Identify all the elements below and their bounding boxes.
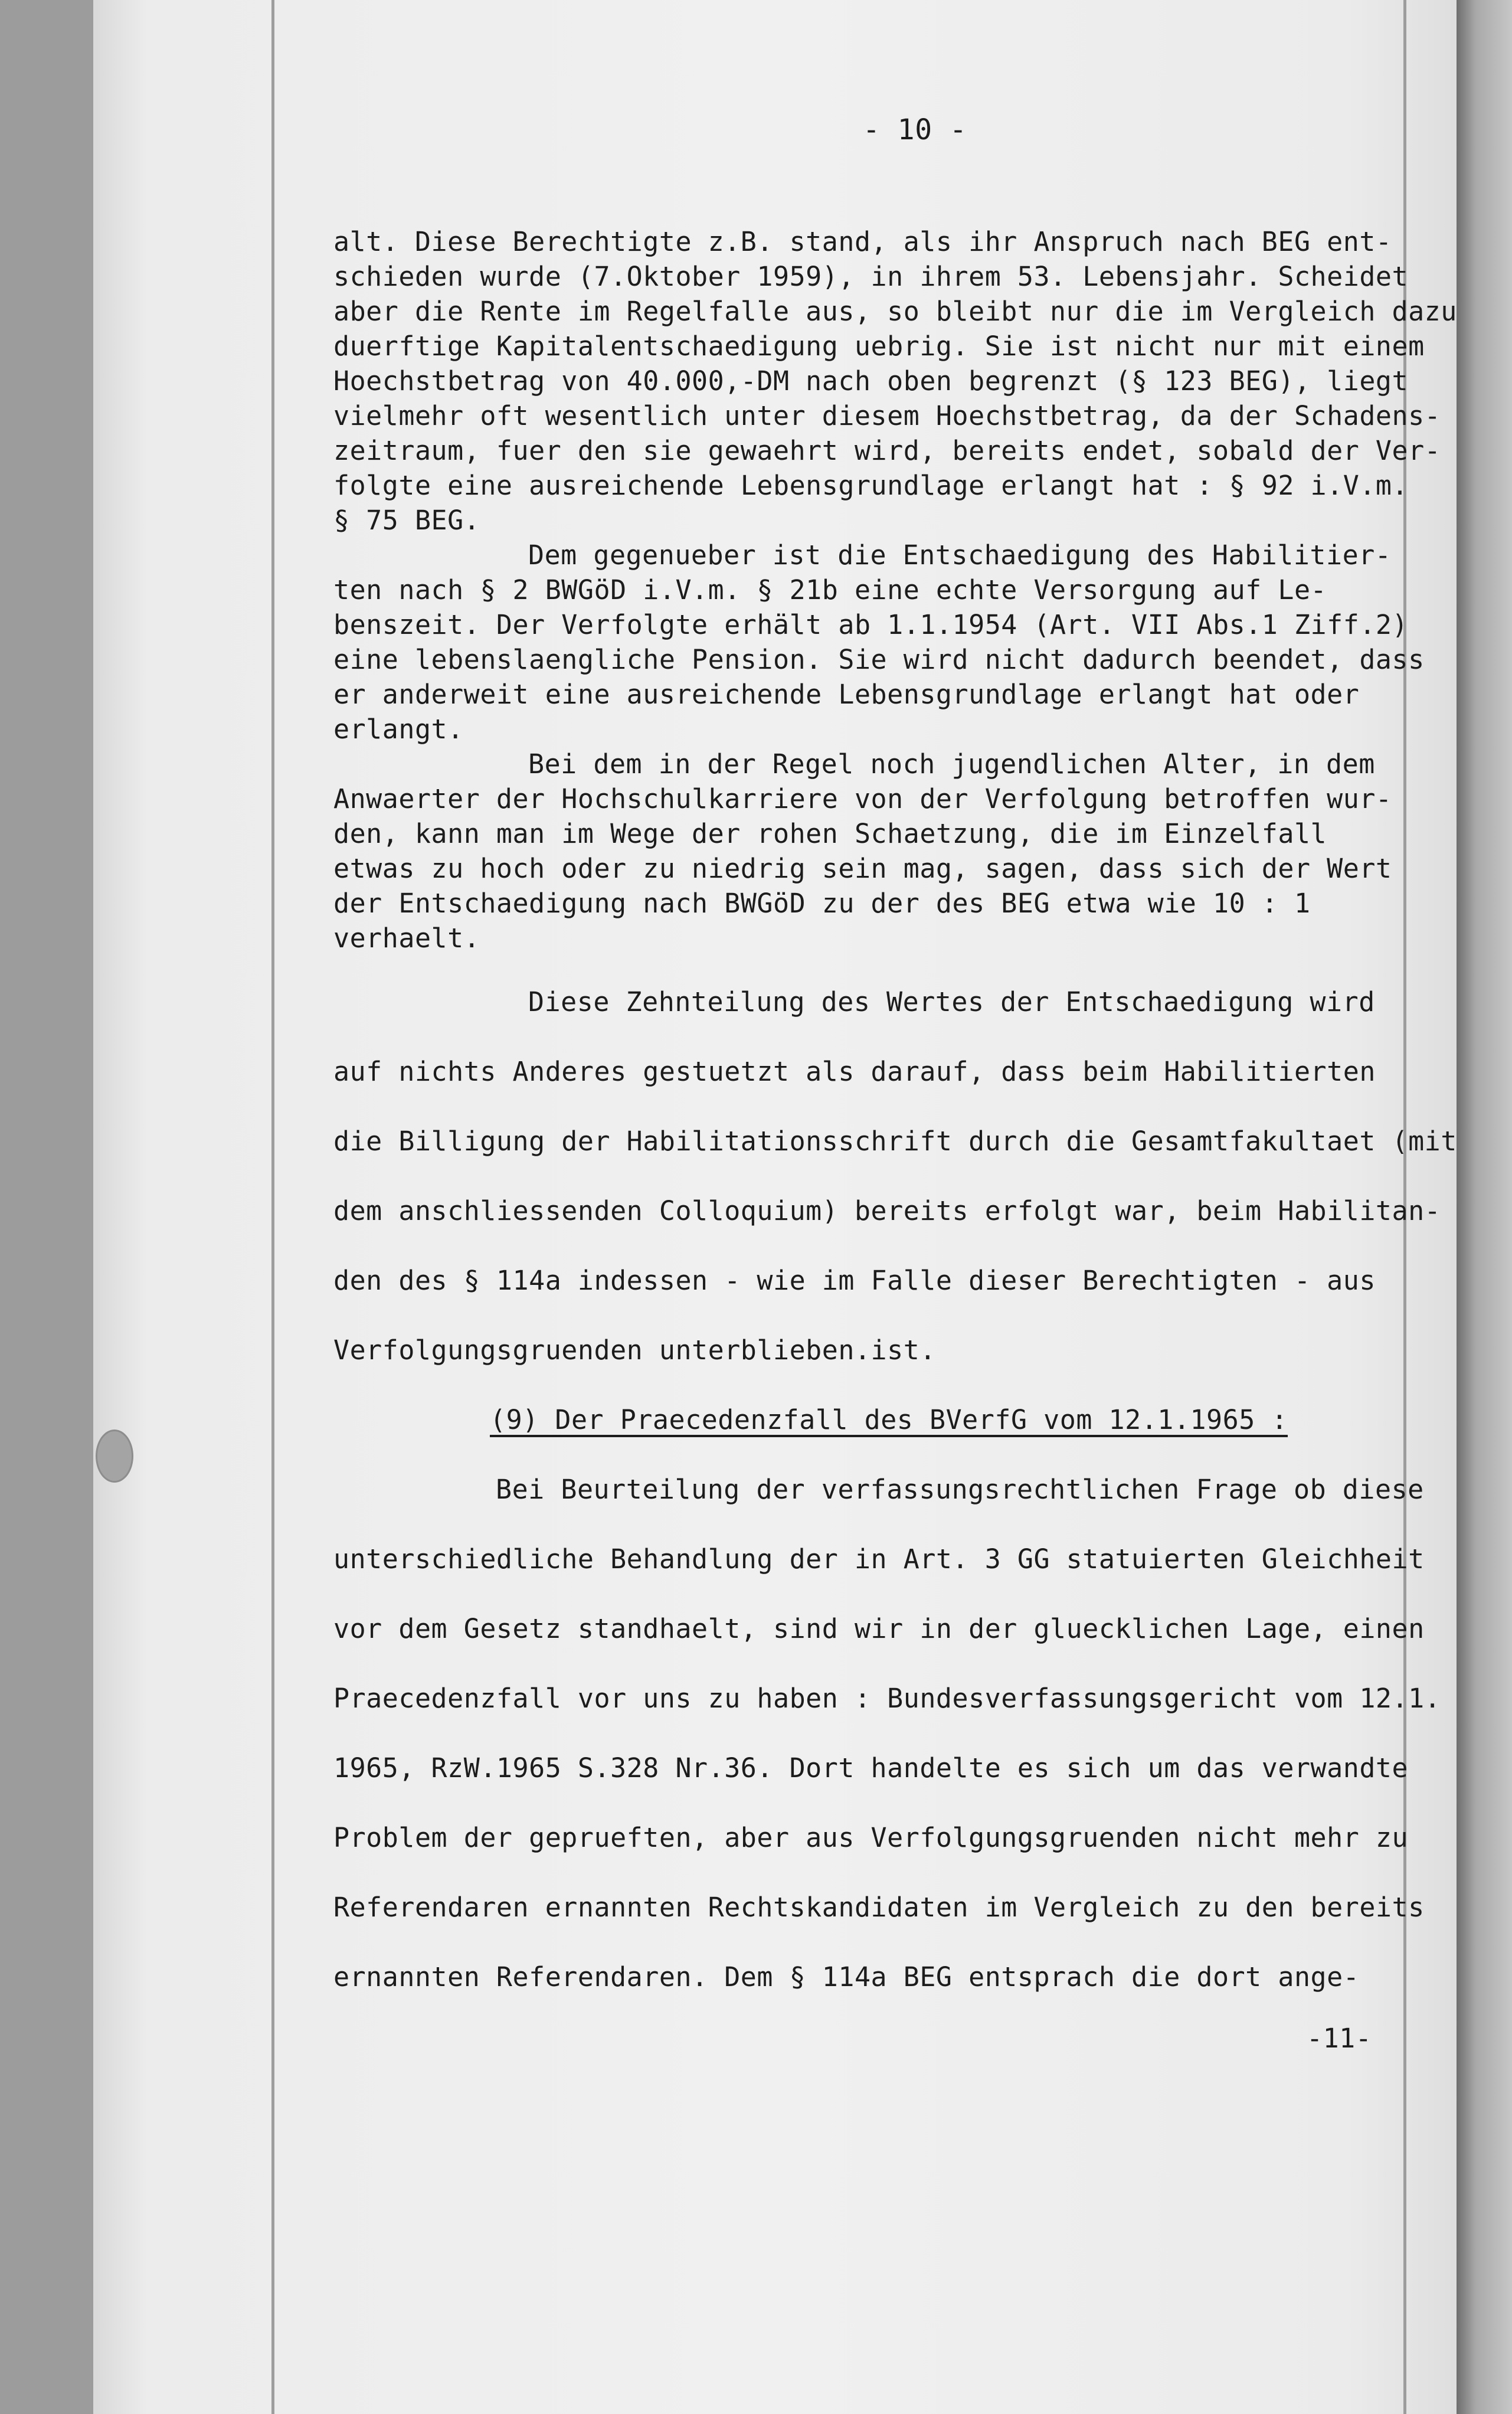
- text-line: § 75 BEG.: [333, 505, 480, 536]
- text-line: 1965, RzW.1965 S.328 Nr.36. Dort handelte es sich um das verwandte: [333, 1752, 1409, 1784]
- text-line: aber die Rente im Regelfalle aus, so bleibt nur die im Vergleich dazu: [333, 296, 1457, 327]
- text-line: benszeit. Der Verfolgte erhält ab 1.1.1954 (Art. VII Abs.1 Ziff.2): [333, 609, 1409, 640]
- text-line: unterschiedliche Behandlung der in Art. 3 GG statuierten Gleichheit: [333, 1543, 1425, 1575]
- text-line: er anderweit eine ausreichende Lebensgrundlage erlangt hat oder: [333, 679, 1360, 710]
- left-fold-line: [271, 0, 274, 2414]
- text-line: Hoechstbetrag von 40.000,-DM nach oben begrenzt (§ 123 BEG), liegt: [333, 365, 1409, 397]
- section-heading: (9) Der Praecedenzfall des BVerfG vom 12.1.1965 :: [490, 1404, 1288, 1435]
- text-line: Anwaerter der Hochschulkarriere von der Verfolgung betroffen wur-: [333, 783, 1392, 815]
- text-line: erlangt.: [333, 714, 464, 745]
- text-line: verhaelt.: [333, 923, 480, 954]
- text-line: auf nichts Anderes gestuetzt als darauf, dass beim Habilitierten: [333, 1056, 1376, 1087]
- page-edge-shadow: [1457, 0, 1512, 2414]
- text-line: Bei Beurteilung der verfassungsrechtlichen Frage ob diese: [496, 1474, 1424, 1505]
- next-page-marker: -11-: [1307, 2023, 1372, 2054]
- text-line: eine lebenslaengliche Pension. Sie wird nicht dadurch beendet, dass: [333, 644, 1425, 675]
- text-line: die Billigung der Habilitationsschrift durch die Gesamtfakultaet (mit: [333, 1126, 1457, 1157]
- text-line: den des § 114a indessen - wie im Falle dieser Berechtigten - aus: [333, 1265, 1376, 1296]
- text-line: dem anschliessenden Colloquium) bereits erfolgt war, beim Habilitan-: [333, 1195, 1441, 1226]
- text-line: den, kann man im Wege der rohen Schaetzung, die im Einzelfall: [333, 818, 1327, 849]
- text-line: Diese Zehnteilung des Wertes der Entschaedigung wird: [528, 986, 1375, 1018]
- text-line: Dem gegenueber ist die Entschaedigung des Habilitier-: [528, 539, 1392, 571]
- text-line: folgte eine ausreichende Lebensgrundlage erlangt hat : § 92 i.V.m.: [333, 470, 1409, 501]
- text-line: vielmehr oft wesentlich unter diesem Hoechstbetrag, da der Schadens-: [333, 400, 1441, 431]
- punch-hole: [96, 1430, 133, 1483]
- text-line: duerftige Kapitalentschaedigung uebrig. Sie ist nicht nur mit einem: [333, 331, 1425, 362]
- text-line: schieden wurde (7.Oktober 1959), in ihrem 53. Lebensjahr. Scheidet: [333, 261, 1409, 292]
- text-line: alt. Diese Berechtigte z.B. stand, als ihr Anspruch nach BEG ent-: [333, 226, 1392, 257]
- text-line: vor dem Gesetz standhaelt, sind wir in der gluecklichen Lage, einen: [333, 1613, 1425, 1644]
- text-line: der Entschaedigung nach BWGöD zu der des BEG etwa wie 10 : 1: [333, 888, 1311, 919]
- text-line: Referendaren ernannten Rechtskandidaten im Vergleich zu den bereits: [333, 1892, 1425, 1923]
- page-number: - 10 -: [863, 113, 967, 146]
- text-line: Verfolgungsgruenden unterblieben.ist.: [333, 1334, 936, 1366]
- text-line: Problem der geprueften, aber aus Verfolgungsgruenden nicht mehr zu: [333, 1822, 1409, 1853]
- text-line: Bei dem in der Regel noch jugendlichen Alter, in dem: [528, 748, 1375, 780]
- text-line: Praecedenzfall vor uns zu haben : Bundesverfassungsgericht vom 12.1.: [333, 1683, 1441, 1714]
- text-line: etwas zu hoch oder zu niedrig sein mag, sagen, dass sich der Wert: [333, 853, 1392, 884]
- text-line: ernannten Referendaren. Dem § 114a BEG entsprach die dort ange-: [333, 1961, 1360, 1993]
- text-line: ten nach § 2 BWGöD i.V.m. § 21b eine echte Versorgung auf Le-: [333, 574, 1327, 606]
- text-line: zeitraum, fuer den sie gewaehrt wird, bereits endet, sobald der Ver-: [333, 435, 1441, 466]
